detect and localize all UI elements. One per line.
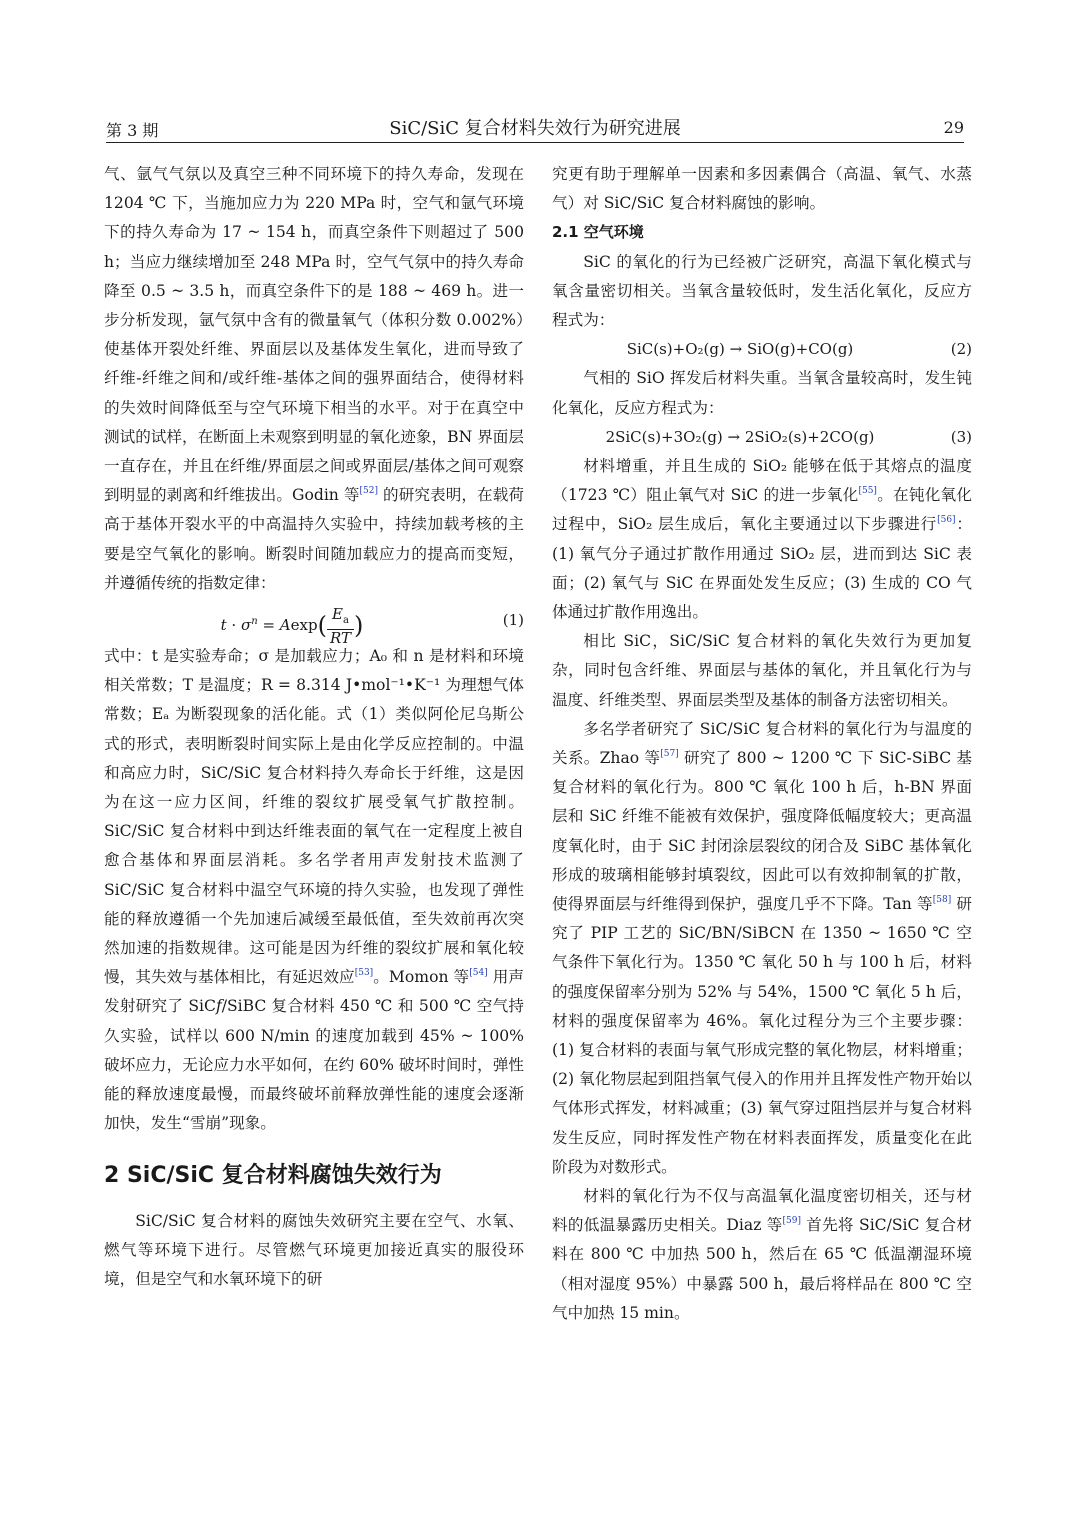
paragraph: 气、氩气气氛以及真空三种不同环境下的持久寿命，发现在 1204 ℃ 下，当施加应力为 220 MPa 时，空气和氩气环境下的持久寿命为 17 ~ 154 h，而真空条件下则超过了 500 h；当应力继续增加至 248 MPa 时，空气气氛中的持久寿命降至 0.5 ~ 3.5 h，而真空条件下的是 188 ~ 469 h。进一步分析发现，氩气氛中含有的微量氧气（体积分数 0.002%）使基体开裂处纤维、界面层以及基体发生氧化，进而导致了纤维-纤维之间和/或纤维-基体之间的强界面结合，使得材料的失效时间降低至与空气环境下相当的水平。对于在真空中测试的试样，在断面上未观察到明显的氧化迹象，BN 界面层一直存在，并且在纤维/界面层之间或界面层/基体之间可观察到明显的剥离和纤维拔出。Godin 等[52] 的研究表明，在载荷高于基体开裂水平的中高温持久实验中，持续加载考核的主要是空气氧化的影响。断裂时间随加载应力的提高而变短，并遵循传统的指数定律： [104, 165, 524, 592]
page-header [106, 112, 964, 142]
paragraph: SiC 的氧化的行为已经被广泛研究，高温下氧化模式与氧含量密切相关。当氧含量较低时，发生活化氧化，反应方程式为： [552, 252, 972, 330]
equation-expression: $t \cdot \sigma^n = Aexp$( $\frac{E_a}{RT}$ ) [220, 605, 364, 648]
paragraph: SiC/SiC 复合材料的腐蚀失效研究主要在空气、水氧、燃气等环境下进行。尽管燃气环境更加接近真实的服役环境，但是空气和水氧环境下的研 [104, 1211, 524, 1288]
equation-3 [552, 423, 972, 452]
equation-number: (1) [502, 611, 524, 630]
citation-link[interactable]: [55] [858, 486, 877, 497]
citation-link[interactable]: [53] [354, 968, 374, 979]
citation-link[interactable]: [58] [932, 895, 952, 906]
section-heading: 2 SiC/SiC 复合材料腐蚀失效行为 [104, 1162, 442, 1188]
citation-link[interactable]: [59] [782, 1216, 801, 1227]
paragraph: 相比 SiC，SiC/SiC 复合材料的氧化失效行为更加复杂，同时包含纤维、界面层与基体的氧化，并且氧化行为与温度、纤维类型、界面层类型及基体的制备方法密切相关。 [552, 632, 972, 709]
subsection-heading: 2.1 空气环境 [552, 223, 644, 242]
equation-1 [104, 598, 524, 648]
citation-link[interactable]: [52] [359, 486, 379, 497]
header-rule [106, 142, 964, 143]
issue-number: 第 3 期 [106, 121, 159, 140]
page-number: 29 [943, 118, 964, 137]
citation-link[interactable]: [57] [660, 749, 679, 760]
paragraph: 材料增重，并且生成的 SiO₂ 能够在低于其熔点的温度（1723 ℃）阻止氧气对 SiC 的进一步氧化[55]。在钝化氧化过程中，SiO₂ 层生成后，氧化主要通过以下步骤进行[56]：(1) 氧气分子通过扩散作用通过 SiO₂ 层，进而到达 SiC 表面；(2) 氧气与 SiC 在界面处发生反应；(3) 生成的 CO 气体通过扩散作用逸出。 [552, 457, 972, 622]
running-title: SiC/SiC 复合材料失效行为研究进展 [389, 118, 681, 139]
equation-expression: 2SiC(s)+3O₂(g) → 2SiO₂(s)+2CO(g) [605, 427, 875, 446]
equation-number: (2) [950, 340, 972, 359]
right-column [552, 160, 972, 1328]
paragraph: 气相的 SiO 挥发后材料失重。当氧含量较高时，发生钝化氧化，反应方程式为： [552, 369, 972, 417]
paragraph: 究更有助于理解单一因素和多因素偶合（高温、氧气、水蒸气）对 SiC/SiC 复合材料腐蚀的影响。 [552, 165, 972, 213]
equation-number: (3) [950, 427, 972, 446]
paragraph: 多名学者研究了 SiC/SiC 复合材料的氧化行为与温度的关系。Zhao 等[57] 研究了 800 ~ 1200 ℃ 下 SiC-SiBC 基复合材料的氧化行为。800 ℃ 氧化 100 h 后，h-BN 界面层和 SiC 纤维不能被有效保护，强度降低幅度较大；更高温度氧化时，由于 SiC 封闭涂层裂纹的闭合及 SiBC 基体氧化形成的玻璃相能够封填裂纹，因此可以有效抑制氧的扩散，使得界面层与纤维得到保护，强度几乎不下降。Tan 等[58] 研究了 PIP 工艺的 SiC/BN/SiBCN 在 1350 ~ 1650 ℃ 空气条件下氧化行为。1350 ℃ 氧化 50 h 与 100 h 后，材料的强度保留率分别为 52% 与 54%，1500 ℃ 氧化 5 h 后，材料的强度保留率为 46%。氧化过程分为三个主要步骤：(1) 复合材料的表面与氧气形成完整的氧化物层，材料增重；(2) 氧化物层起到阻挡氧气侵入的作用并且挥发性产物开始以气体形式挥发，材料减重；(3) 氧气穿过阻挡层并与复合材料发生反应，同时挥发性产物在材料表面挥发，质量变化在此阶段为对数形式。 [552, 719, 972, 1176]
citation-link[interactable]: [56] [937, 515, 956, 526]
equation-expression: SiC(s)+O₂(g) → SiO(g)+CO(g) [626, 340, 854, 359]
citation-link[interactable]: [54] [469, 968, 488, 979]
equation-2 [552, 335, 972, 364]
paragraph: 材料的氧化行为不仅与高温氧化温度密切相关，还与材料的低温暴露历史相关。Diaz 等[59] 首先将 SiC/SiC 复合材料在 800 ℃ 中加热 500 h，然后在 65 ℃ 低温潮湿环境（相对湿度 95%）中暴露 500 h，最后将样品在 800 ℃ 空气中加热 15 min。 [552, 1187, 972, 1322]
left-column [104, 160, 524, 1294]
paragraph: 式中：t 是实验寿命；σ 是加载应力；A₀ 和 n 是材料和环境相关常数；T 是温度；R = 8.314 J•mol⁻¹•K⁻¹ 为理想气体常数；Eₐ 为断裂现象的活化能。式（1）类似阿伦尼乌斯公式的形式，表明断裂时间实际上是由化学反应控制的。中温和高应力时，SiC/SiC 复合材料持久寿命长于纤维，这是因为在这一应力区间，纤维的裂纹扩展受氧气扩散控制。SiC/SiC 复合材料中到达纤维表面的氧气在一定程度上被自愈合基体和界面层消耗。多名学者用声发射技术监测了 SiC/SiC 复合材料中温空气环境的持久实验，也发现了弹性能的释放遵循一个先加速后减缓至最低值，至失效前再次突然加速的指数规律。这可能是因为纤维的裂纹扩展和氧化较慢，其失效与基体相比，有延迟效应[53]。Momon 等[54] 用声发射研究了 SiC𝑓/SiBC 复合材料 450 ℃ 和 500 ℃ 空气持久实验，试样以 600 N/min 的速度加载到 45% ~ 100% 破坏应力，无论应力水平如何，在约 60% 破坏时间时，弹性能的释放速度最慢，而最终破坏前释放弹性能的速度会逐渐加快，发生“雪崩”现象。 [104, 647, 524, 1133]
